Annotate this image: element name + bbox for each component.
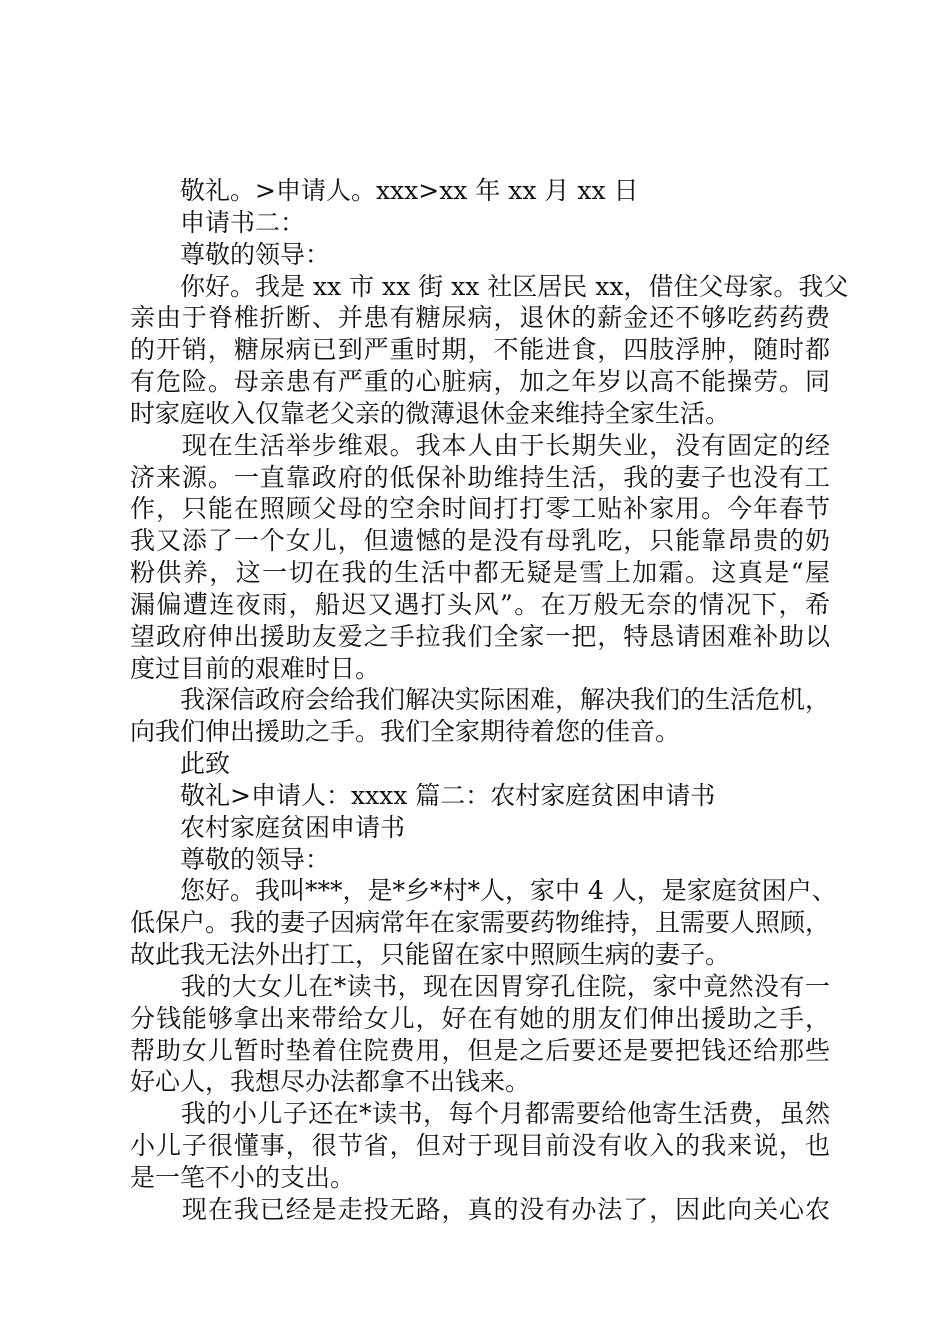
text-line: 我深信政府会给我们解决实际困难，解决我们的生活危机，: [130, 685, 831, 714]
text-line: 粉供养，这一切在我的生活中都无疑是雪上加霜。这真是“屋: [130, 558, 830, 587]
text-line: 此致: [130, 749, 231, 778]
text-line: 的开销，糖尿病已到严重时期，不能进食，四肢浮肿，随时都: [130, 335, 830, 364]
text-line: 好心人，我想尽办法都拿不出钱来。: [130, 1067, 531, 1096]
text-line: 帮助女儿暂时垫着住院费用，但是之后要还是要把钱还给那些: [130, 1036, 830, 1065]
text-line: 我的大女儿在*读书，现在因胃穿孔住院，家中竟然没有一: [130, 972, 830, 1001]
text-line: 向我们伸出援助之手。我们全家期待着您的佳音。: [130, 717, 681, 746]
text-line: 尊敬的领导：: [130, 845, 331, 874]
text-line: 有危险。母亲患有严重的心脏病，加之年岁以高不能操劳。同: [130, 367, 830, 396]
text-line: 济来源。一直靠政府的低保补助维持生活，我的妻子也没有工: [130, 463, 830, 492]
text-line: 亲由于脊椎折断、并患有糖尿病，退休的薪金还不够吃药药费: [130, 303, 830, 332]
text-line: 我的小儿子还在*读书，每个月都需要给他寄生活费，虽然: [130, 1099, 830, 1128]
text-line: 是一笔不小的支出。: [130, 1163, 356, 1192]
text-line: 度过目前的艰难时日。: [130, 654, 381, 683]
text-line: 你好。我是 xx 市 xx 街 xx 社区居民 xx，借住父母家。我父: [130, 272, 849, 301]
text-line: 故此我无法外出打工，只能留在家中照顾生病的妻子。: [130, 940, 731, 969]
text-line: 我又添了一个女儿，但遗憾的是没有母乳吃，只能靠昂贵的奶: [130, 526, 830, 555]
text-line: 现在生活举步维艰。我本人由于长期失业，没有固定的经: [130, 431, 830, 460]
text-line: 现在我已经是走投无路，真的没有办法了，因此向关心农: [130, 1195, 830, 1224]
text-line: 小儿子很懂事，很节省，但对于现目前没有收入的我来说，也: [130, 1131, 830, 1160]
text-line: 分钱能够拿出来带给女儿，好在有她的朋友们伸出援助之手，: [130, 1004, 830, 1033]
text-line: 作，只能在照顾父母的空余时间打打零工贴补家用。今年春节: [130, 494, 830, 523]
text-line: 敬礼。>申请人。xxx>xx 年 xx 月 xx 日: [130, 176, 639, 205]
text-line: 您好。我叫***，是*乡*村*人，家中 4 人，是家庭贫困户、: [130, 876, 837, 905]
text-line: 农村家庭贫困申请书: [130, 813, 406, 842]
text-line: 漏偏遭连夜雨，船迟又遇打头风”。在万般无奈的情况下，希: [130, 590, 830, 619]
text-line: 敬礼>申请人：xxxx 篇二：农村家庭贫困申请书: [130, 781, 716, 810]
text-line: 低保户。我的妻子因病常年在家需要药物维持，且需要人照顾，: [130, 908, 831, 937]
text-line: 申请书二：: [130, 208, 306, 237]
text-line: 望政府伸出援助友爱之手拉我们全家一把，特恳请困难补助以: [130, 622, 830, 651]
text-line: 尊敬的领导：: [130, 240, 331, 269]
text-line: 时家庭收入仅靠老父亲的微薄退休金来维持全家生活。: [130, 399, 731, 428]
